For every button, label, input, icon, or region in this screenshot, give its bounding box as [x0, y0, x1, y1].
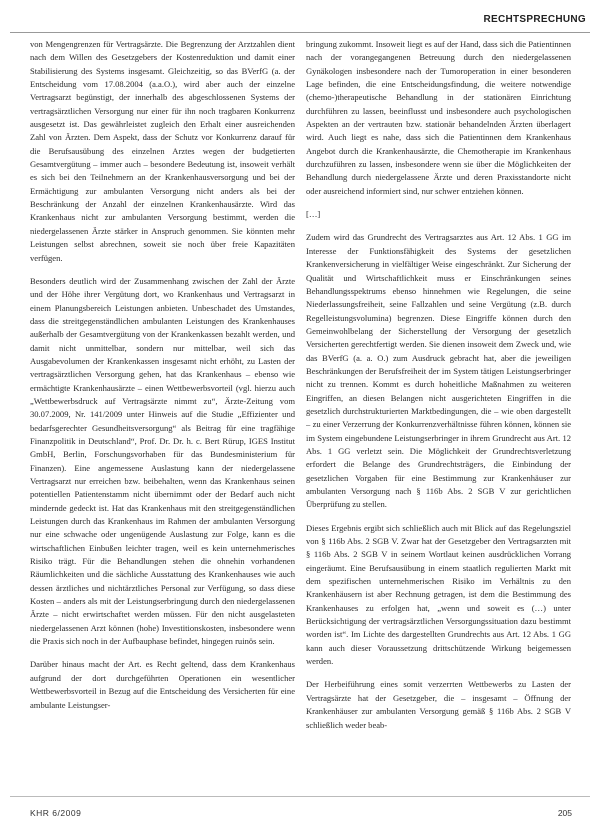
paragraph: von Mengengrenzen für Vertragsärzte. Die Begrenzung der Arztzahlen dient nach dem Willen des Gesetzgebers der Kostenreduktion und damit einer Stabilisierung des Systems insgesamt. Gleichzeitig, so das BVerfG (a. der Entscheidung vom 17.08.2004 (a.a.O.), wird aber auch der einzelne Vertragsarzt begünstigt, der innerhalb des abgeschlossenen Systems der vertragsärztlichen Versorgung nur einer für ihn noch tragbaren Konkurrenz ausgesetzt ist. Das gewährleistet zugleich den Erhalt einer ausreichenden Zahl von Ärzten. Dem Aspekt, dass der Schutz vor Konkurrenz darauf für die Berufsausübung des einzelnen Arztes wegen der budgetierten Gesamtvergütung – immer auch – besondere Bedeutung ist, insoweit verhält es sich bei den Teilnehmern an der Krankenhausversorgung und bei der Ermächtigung zur ambulanten Versorgung nicht anders als bei der Beschränkung der Anzahl der einzelnen Krankenhausärzte. Wird das Krankenhaus nicht zur ambulanten Versorgung bestimmt, werden die niedergelassenen Ärzte stärker in Anspruch genommen. Sie könnten mehr Leistungen selbst abrechnen, soweit sie noch über freie Kapazitäten verfügen. — [30, 39, 295, 263]
paragraph: bringung zukommt. Insoweit liegt es auf der Hand, dass sich die Patientinnen nach der vorangegangenen Betreuung durch den niedergelassenen Gynäkologen insbesondere nach der Tumoroperation in einer besonderen Lage befinden, die eine Entscheidungsfindung, die weitere notwendige (chemo-)therapeutische Behandlung in der stationären Einrichtung durchführen zu lassen, beeinflusst und insbesondere auch psychologischen Aspekten an der vertrauten bzw. stationär behandelnden Ärzten überlagert wird. Auch liegt es nahe, dass sich die Patientinnen dem Krankenhaus Angebot durch die Krankenhausärzte, die Chemotherapie im Krankenhaus durchzuführen zu lassen, insbesondere wenn sie über die Möglichkeiten der Behandlung durch niedergelassene Ärzte und deren Praxisstandorte nicht oder ausreichend informiert sind, nur schwer entziehen können. — [306, 39, 571, 196]
paragraph: Der Herbeiführung eines somit verzerrten Wettbewerbs zu Lasten der Vertragsärzte hat der Gesetzgeber, die – insgesamt – Öffnung der Krankenhäuser zur ambulanten Versorgung gemäß § 116b Abs. 2 SGB V schließlich weder beab- — [306, 679, 571, 730]
paragraph: Besonders deutlich wird der Zusammenhang zwischen der Zahl der Ärzte und der Höhe ihrer Vergütung dort, wo Krankenhaus und Vertragsarzt in einem Planungsbereich Leistungen anbieten. Unbeschadet des Umstandes, dass die streitgegenständlichen ambulanten Leistungen des Krankenhauses außerhalb der Gesamtvergütung von der Krankenkassen bezahlt werden, und damit nicht unmittelbar, sondern nur mittelbar, weil sich das Ausgabevolumen der Krankenkassen insgesamt nicht erhöht, zu Lasten der vertragsärztlichen Versorgung gehen, hat das Krankenhaus – ebenso wie ermächtigte Krankenhausärzte – einen Wettbewerbsvorteil (vgl. hierzu auch „Wettbewerbsdruck auf Vertragsärzte nimmt zu“, Ärzte-Zeitung vom 30.07.2009, Nr. 141/2009 unter Hinweis auf die Studie „Effizienter und bedarfsgerechter Gesundheitsversorgung“ als Beitrag für eine tragfähige Finanzpolitik in Deutschland“, Prof. Dr. Dr. h. c. Bert Rürup, IGES Institut GmbH, Berlin, Forschungsvorhaben für das Bundesministerium für Finanzen). Eine angemessene Auslastung kann der niedergelassene Vertragsarzt nur erreichen bzw. beibehalten, wenn das Krankenhaus seinen potentiellen Patientenstamm nicht übernimmt oder der Bedarf auch nicht mindernde gedeckt ist. Hat das Krankenhaus mit den streitgegenständlichen Leistungen durch das Krankenhaus im Rahmen der ambulanten Versorgung nur eine schwache oder ungenügende Auslastung zur Folge, kann es die wirtschaftlichen Einbußen leichter tragen, weil es kein unternehmerisches Risiko trägt. Für die Behandlungen stehen die ohnehin vorhandenen Räumlichkeiten und die sächliche Ausstattung des Krankenhauses wie auch dessen ärztliches und nichtärztliches Personal zur Verfügung, so dass diese Kosten – anders als mit der Leistungserbringung durch den niedergelassenen Ärzte – nicht erwirtschaftet werden müssen. Für den nicht ausgelasteten niedergelassenen Arzt können (hohe) Investitionskosten, insbesondere wenn die Praxis sich noch in der Aufbauphase befindet, hingegen ruinös sein. — [30, 275, 295, 647]
paragraph: Darüber hinaus macht der Art. es Recht geltend, dass dem Krankenhaus aufgrund der dort durchgeführten Operationen ein wesentlicher Wettbewerbsvorteil in Bezug auf die Entscheidung des Versicherten für eine ambulante Leistungser- — [30, 659, 295, 710]
left-column — [30, 38, 295, 783]
paragraph: […] — [306, 209, 321, 220]
journal-issue: KHR 6/2009 — [30, 808, 82, 818]
paragraph: Dieses Ergebnis ergibt sich schließlich auch mit Blick auf das Regelungsziel von § 116b Abs. 2 SGB V. Zwar hat der Gesetzgeber den Vertragsarzten mit § 116b Abs. 2 SGB V in seinem Wortlaut keinen ausdrücklichen Vorrang eingeräumt. Eine Berufsausübung in einem staatlich regulierten Markt mit dem spezifischen unternehmerischen Risiko im Verhältnis zu den Krankenhäusern ist aber Rechnung getragen, ist dem die Bestimmung des Krankenhauses zu erfolgen hat, „wenn und soweit es (…) unter Berücksichtigung der vertragsärztlichen Versorgungssituation dazu bestimmt worden ist“. Im Lichte des dargestellten Grundrechts aus Art. 12 Abs. 1 GG kann auch dieser Voraussetzung drittschützende Wirkung beigemessen werden. — [306, 522, 571, 667]
paragraph: Zudem wird das Grundrecht des Vertragsarztes aus Art. 12 Abs. 1 GG im Interesse der Funktionsfähigkeit des Systems der gesetzlichen Krankenversicherung in vielfältiger Weise eingeschränkt. Zur Sicherung der Qualität und Wirtschaftlichkeit muss er Einschränkungen seines Behandlungsspektrums ebenso hinnehmen wie Regelungen, die seine Niederlassungsfreiheit, seine Fallzahlen und seine Vergütung (z.B. durch Regelleistungsvolumina) begrenzen. Diese Eingriffe können durch den Gemeinwohlbelang der Sicherstellung der Versorgung der gesetzlich Versicherten gerechtfertigt werden. Sie dienen insoweit dem Zweck und, wie das BVerfG (a. a. O.) zum Ausdruck gebracht hat, aber die jeweiligen Beschränkungen der Berufsfreiheit der im System tätigen Leistungserbringer nicht zu trennen. Kommt es durch hoheitliche Maßnahmen zu weiteren Eingriffen, an diesen Belangen nicht ausgerichteten Eingriffen in die gesetzlich durchstrukturierten Marktbedingungen, die – wie oben dargestellt – zu einer Verzerrung der Konkurrenzverhältnisse führen können, können sie im System eingebundene Leistungserbringer in ihrem Grundrecht aus Art. 12 Abs. 1 GG verletzt sein. Die Möglichkeit der Grundrechtsverletzung erfordert die Belange des Grundrechtsträgers, die Einbindung der gesetzlichen Vorgaben für eine Bestimmung zur Krankenhäuser zur ambulanten Versorgung nach § 116b Abs. 2 SGB V zur gerichtlichen Überprüfung zu stellen. — [306, 232, 571, 510]
header-rule — [10, 32, 590, 33]
footer-rule — [10, 796, 590, 797]
page-number: 205 — [557, 808, 572, 818]
section-header: RECHTSPRECHUNG — [483, 14, 586, 25]
right-column — [306, 38, 571, 783]
